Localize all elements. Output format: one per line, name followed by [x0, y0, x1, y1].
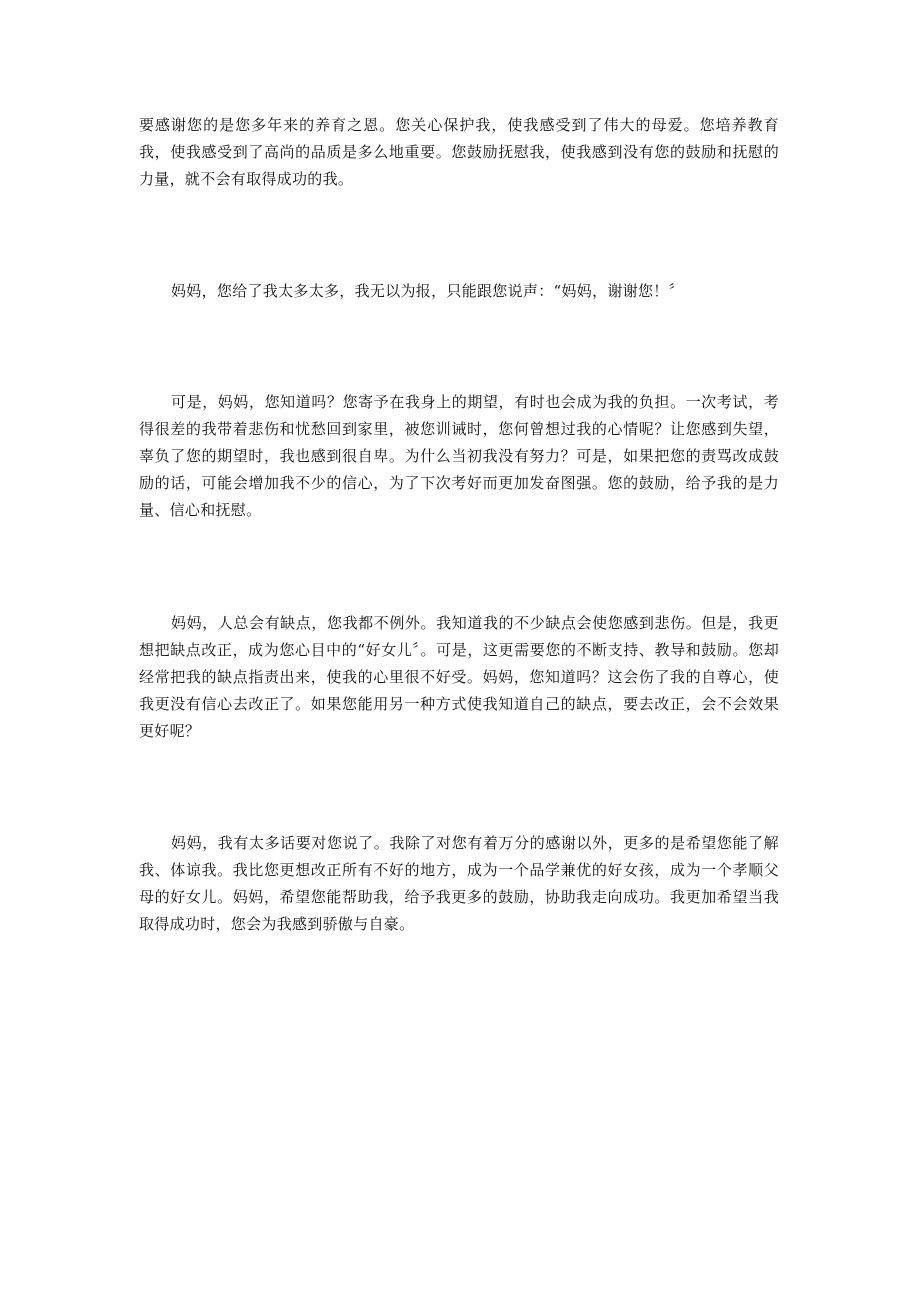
paragraph-expectations: 可是，妈妈，您知道吗？您寄予在我身上的期望，有时也会成为我的负担。一次考试，考得很差的我带着悲伤和忧愁回到家里，被您训诫时，您何曾想过我的心情呢？让您感到失望，辜负了您的期望时，我也感到很自卑。为什么当初我没有努力？可是，如果把您的责骂改成鼓励的话，可能会增加我不少的信心，为了下次考好而更加发奋图强。您的鼓励，给予我的是力量、信心和抚慰。 — [139, 393, 779, 519]
paragraph-hopes: 妈妈，我有太多话要对您说了。我除了对您有着万分的感谢以外，更多的是希望您能了解我、体谅我。我比您更想改正所有不好的地方，成为一个品学兼优的好女孩，成为一个孝顺父母的好女儿。妈妈，希望您能帮助我，给予我更多的鼓励，协助我走向成功。我更加希望当我取得成功时，您会为我感到骄傲与自豪。 — [139, 834, 779, 933]
paragraph-shortcomings: 妈妈，人总会有缺点，您我都不例外。我知道我的不少缺点会使您感到悲伤。但是，我更想把缺点改正，成为您心目中的“好女儿〞。可是，这更需要您的不断支持、教导和鼓励。您却经常把我的缺点指责出来，使我的心里很不好受。妈妈，您知道吗？这会伤了我的自尊心，使我更没有信心去改正了。如果您能用另一种方式使我知道自己的缺点，要去改正，会不会效果更好呢？ — [139, 614, 779, 740]
paragraph-thank-you: 妈妈，您给了我太多太多，我无以为报，只能跟您说声：“妈妈，谢谢您！〞 — [171, 282, 684, 300]
paragraph-gratitude: 要感谢您的是您多年来的养育之恩。您关心保护我，使我感受到了伟大的母爱。您培养教育我，使我感受到了高尚的品质是多么地重要。您鼓励抚慰我，使我感到没有您的鼓励和抚慰的力量，就不会有取得成功的我。 — [139, 116, 779, 188]
